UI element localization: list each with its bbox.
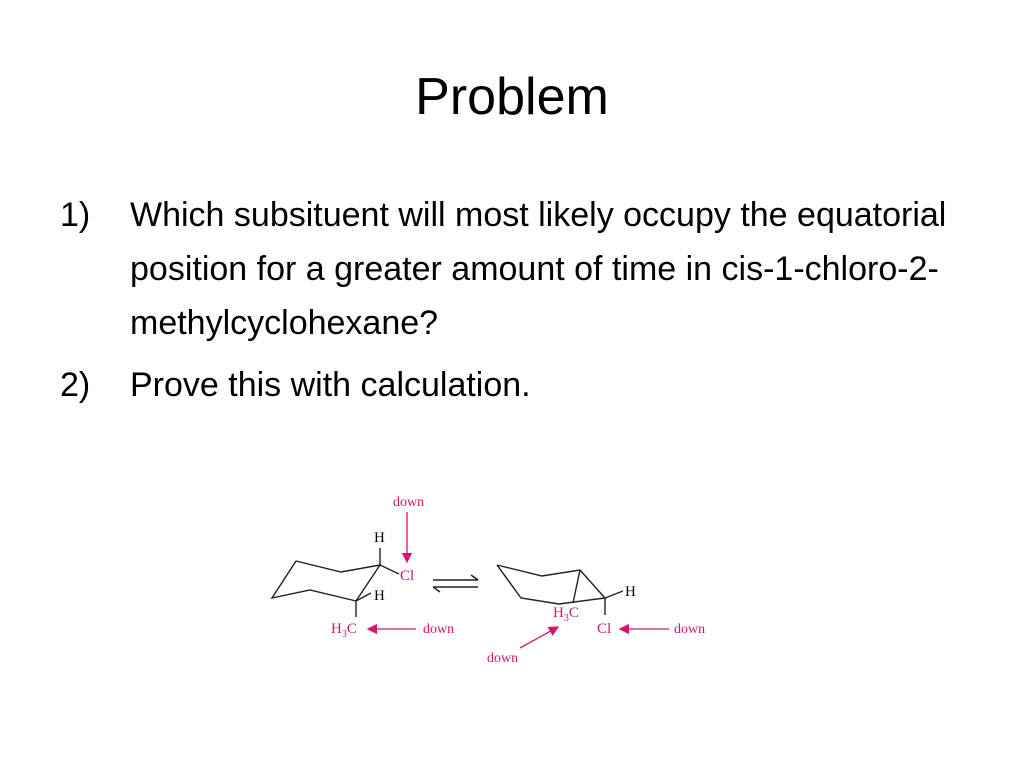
bond-methyl-eq [573,570,580,603]
item-text: Prove this with calculation. [130,366,531,404]
left-down-top-label: down [393,495,425,510]
left-down-bottom-label: down [423,622,455,637]
right-h3c: $H_3C$ [553,605,579,624]
left-h-top: H [374,530,385,546]
left-chair [272,548,399,617]
bond-h-right [605,591,623,598]
right-down-right-label: down [674,622,706,637]
right-h: H [625,584,636,600]
arrow-right-lower [520,627,558,648]
bond-cl [380,565,399,574]
equilibrium-arrows [433,575,478,592]
item-number: 2) [60,366,91,404]
item-number: 1) [60,196,91,234]
left-h-mid: H [374,588,385,604]
right-ring [497,565,605,604]
left-h3c: $H_3C$ [331,621,357,640]
left-ring [272,561,380,601]
right-cl: Cl [597,621,612,637]
slide-title: Problem [415,68,609,126]
right-down-left-label: down [487,651,519,666]
item-text: Which subsituent will most likely occupy the equatorial position for a greater amount of time in cis-1-chloro-2-methylcyclohexane? [130,196,947,342]
left-cl: Cl [400,568,415,584]
